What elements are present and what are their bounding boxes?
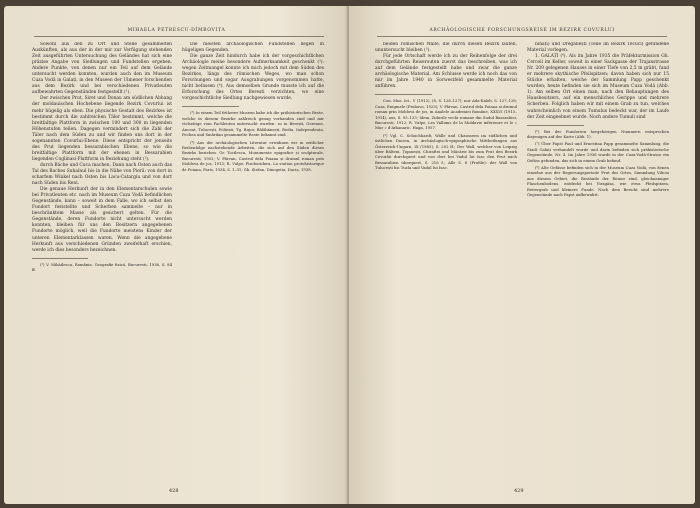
left-running-head: MIHAELA PETRESCU-DÎMBOVIȚA: [127, 28, 226, 33]
left-column-2: [182, 42, 324, 172]
footnote: (³) In einem Teil früherer Museen habe ich die prähistorischen Reste, welche in diesem Bezirke zahlreich genug vorhanden sind und mir vielseitige vom Fachleuten untersucht wurden: so in Berești, Gerenne, Ancent, Tulucești, Folțești, Tg. Bujor, Bălăbănești, Rediu, Independența, Pechea und Smârdan gesammelte Reste bekannt sind.: [182, 110, 324, 138]
footnote: (⁴) Aus der archäologischen Literatur erwähnen wir in zeitlicher Reihenfolge nachstehende Arbeiten, die sich auf den Süden dieses Bezirks beziehen. Gr. Tocilescu, Monumente epigrafice și sculpturale, Bucuresti, 1902; V. Pârvan, Castrul dela Poiana și drumul roman prin Moldova de jos, 1913; R. Vulpe, Piroboridava, La station protohistorique de Poiana, Paris, 1934, S. 1–31; Gh. Ștefan, Dinogetia, Dacia, 1938.: [182, 139, 324, 172]
footnote-rule: [32, 258, 88, 259]
right-page-number: 429: [514, 488, 524, 494]
footnote: (⁷) Über Papst Paul und Ernestina Papp gesammelte Sammlung, die Stadt Galați verhandelt wurde und darin befinden sich prähistorische Gegenstände, Nr. 4. Im Jahre 1936 wurde in der Cuza-Vodă-Strasse ein Gefäss gefunden, das sich in einem Grab befand.: [527, 141, 669, 163]
paragraph: durch Bäche und Cuca machen. Dann nach Osten auch das Tal des Baches Suhalnul bis in die Nähe von Pieră: von dort in scharfem Winkel nach Osten bis Lacu-Catargiu und von dort nach Süden bis Reni.: [32, 162, 172, 187]
footnote: (⁶) Bei der Fundorten hergehörigen Nummern entsprechen diejenigen auf der Karte (Abb. 1).: [527, 128, 669, 140]
footnote-rule: [182, 106, 239, 107]
paragraph: Die ganze Zeit hindurch habe ich der vorgeschichtlichen Archäologie meine besondere Aufmerksamkeit geschenkt (³): wegen Zeitmangel konnte ich mich jedoch mit dem Süden des Bezirkes, längs des römischen Weges, wo man schon Forschungen und sogar Ausgrabungen vorgenommen hatte, nicht befassen (⁴). Aus demselben Grunde musste ich auf die Erforschung des Ortes Berești verzichten, wo eine vorgeschichtliche Siedlung nachgewiesen wurde.: [182, 54, 324, 102]
paragraph: Für jede Ortschaft werde ich zu der Reihenfolge der drei durchgeführten Reiserouten zuerst das beschreiben, was ich auf dem Gelände festgestellt habe und zwar die ganze archäologische Material. Am Schlusse werde ich noch das von mir im Jahre 1940 in Sorwestfeld gesammelte Material anführen.: [375, 54, 517, 90]
footnote: (⁵) Vgl. C. Schuchhardt, Wälle und Chausseen im südlichen und östlichen Dacien, in Archäologisch-epigraphische Mittheilungen aus Österreich-Ungarn, IX (1885), S. 202 ff.; Der Wall, welcher von Leipzig über Bălteni, Țiganești, Chiraftei und Măcărie bis zum Prut den Bezirk Covurlui durchquert und von dort bei Vadul lui Isac den Prut nach Bessarabien überquert, S. 216 f.; Alle S. 8 (Profile): der Wall von Tulucești bis Tuzla und Vadul lui Isac.: [375, 132, 517, 171]
left-page-number: 428: [169, 488, 179, 494]
paragraph: Die meisten archäologischen Fundstellen liegen in hügeligen Gegenden.: [182, 42, 324, 54]
right-page: [349, 6, 695, 504]
left-head-rule: [34, 36, 324, 37]
left-column-1: [32, 42, 172, 272]
paragraph: Sowohl aus den zu Ort und Stelle gesammelten Auskünften, als aus der in der mir zur Verfügung stehenden Zeit ausgeführten Untersuchung des Geländes hat sich eine präzise Angabe von Siedlungen und Fundstellen ergeben. Andere Punkte, von denen nur ein Teil auf dem Gelände untersucht werden konnten, wurden auch den im Museum Cuza Vodă in Galați, in den Museen der Ulmener forschenden aus dem Bezirk und bei verschiedenen Privatleuten aufbewahrten Gegenständen festgestellt (¹).: [32, 42, 172, 96]
paragraph: Die genaue Herkunft der in den Elementarschulen sowie bei Privatleuten etc. nach im Museum Cuza Vodă befindlichen Gegenstände, kann – soweit in dem Falle, wo ich selbst den Fundort feststellte und Scherben sammelte – nur in beschränktem Masse als gesichert gelten. Für die Gegenstände, deren Fundorte nicht untersucht werden konnten, bleiben für uns den Besitzern angegebenen Fundorte möglich, weil die Fundorte meistens Kinder der unteren Elementarklassen waren. Wenn die angegebene Herkunft aus verschiedenen Gründen zweifelhaft erschien, werde ich dies besonders bezeichnen.: [32, 187, 172, 253]
footnote: (²) V. Mihăilescu, Românie, Geografie fizică, Bucuresti, 1936, S. 84 ff.: [32, 261, 172, 273]
paragraph: Der zwischen Prut, Siret und Donau am südlichen Abhang der moldauischen Hochebene liegende Bezirk Covurlui ist mehr hügelig als eben. Die physische Gestalt des Bezirkes ist bestimmt durch die zahlreichen Täler bestimmt, welche die breitfaltige Plattform in zwischen 100 und 300 m liegenden Höhenstufen teilen. Dagegen vermindert sich die Zahl der Täler nach dem Süden zu und wir finden uns dort in der sogenannten Covurlui-Ebene. Diese entspricht der jenseits des Prut liegenden bessarabischen Ebene, so wie die breitfaltige Plattform mit der ebenen in Bessarabien liegenden Coglinasi-Plattform in Beziehung steht (²).: [32, 96, 172, 162]
right-column-1: [375, 42, 517, 171]
right-head-rule: [377, 36, 667, 37]
right-column-2: [527, 42, 669, 197]
footnote-rule: [527, 125, 584, 126]
paragraph: 1. GALAȚI (⁶). Als im Jahre 1935 die Präfekturmission Gh. Cerceil im Keller, soweit in einer Sackgasse der Trajanstrasse Nr. 209 gelegenen Hauses in einer Tiefe von 2,5 m gräbt, fand er mehrere skythische Pfeilspitzen; davon haben sich nur 15 Stücke erhalten, welche der Sammlung Papp geschenkt wurden; heute befinden sie sich im Museum Cuza Vodă (Abb. 1). Am selben Ort einen man, nach den Behauptungen des Hausbesitzers, auf ein menschliches Gerippe und mehrere Scherben. Folglich haben wir mit einem Grab zu tun, welches wahrscheinlich von einem Tumulus bedeckt war, der im Laufe der Zeit eingeebnet wurde. Noch andere Tumuli sind: [527, 54, 669, 120]
footnote: Con. Mus. Ist., V (1912), (8, S. 126–127); nur Ada-Kaleh, S. 127–128; Cuza, Enigmele (Prahova, 1925); V. Pârvan, Castrul dela Poiana și drumul roman prin Moldova de jos, in Analele Academiei Române, XXXVI (1913–1914), aus, S. 93–133; Idem, Zidurile vechi romane din Sudul Basarabiei, Bucuresti, 1912; R. Vulpe, Les Vallums de la Moldavie inférieure et le « Mur » d'Athanaric, Haga, 1957.: [375, 98, 517, 131]
footnote: (⁸) Alte Gefässe befinden sich in der Museum Cuza Vodă, von denen einzelne aus der Regierungsperiode Prut des Ortes, Sammlung Viliciu aus diesem Gebiet, die Bestände der Römer sind, gleichnamiger Flaschenbodens, entdeckt bei Viragăsa, wie etwa Pfeilspitzen, Reitergrab und kleinere Funde. Nach dem Bericht sind mehrere Gegenstände nach Papst aufbewahrt.: [527, 165, 669, 198]
footnote-rule: [375, 94, 432, 95]
left-page: [4, 6, 349, 504]
right-running-head: ARCHÄOLOGISCHE FORSCHUNGSREISE IM BEZIRK COVURLUI: [429, 28, 615, 33]
paragraph: beiden römischen Wälle, die durch diesen Bezirk laufen, ununtersucht bleiben (⁵).: [375, 42, 517, 54]
paragraph: binați) und Dregănești (Teile im Bezirk Tecuci) gefundene Material vorlegen.: [527, 42, 669, 54]
